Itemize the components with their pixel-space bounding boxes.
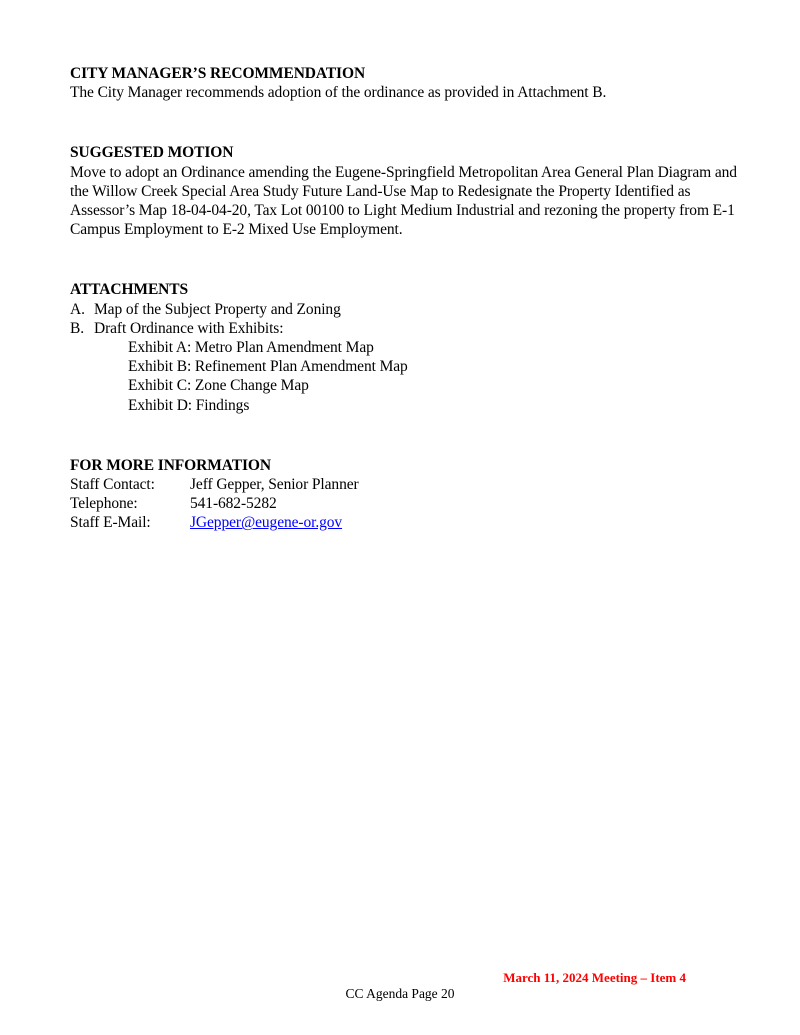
attachment-item-marker: B. — [70, 319, 85, 337]
staff-contact-label: Staff Contact: — [70, 476, 155, 494]
exhibit-item: Exhibit A: Metro Plan Amendment Map — [128, 339, 374, 357]
attachment-item-text: Map of the Subject Property and Zoning — [94, 300, 341, 318]
attachment-item-a — [70, 300, 738, 319]
staff-email-label: Staff E-Mail: — [70, 514, 151, 532]
attachment-item-b — [70, 319, 738, 338]
section-for-more-information — [70, 456, 738, 533]
footer-page-number: CC Agenda Page 20 — [345, 986, 455, 1001]
staff-email-link[interactable]: JGepper@eugene-or.gov — [190, 514, 343, 532]
telephone-value: 541-682-5282 — [190, 495, 277, 513]
section-suggested-motion — [70, 143, 738, 239]
section-attachments — [70, 280, 738, 414]
attachment-item-marker: A. — [70, 300, 85, 318]
suggested-motion-body: Move to adopt an Ordinance amending the Eugene-Springfield Metropolitan Area General Plan Diagram and the Willow Creek Special Area Study Future Land-Use Map to Redesignate the Property Identified as Assessor’s Map 18-04-04-20, Tax Lot 00100 to Light Medium Industrial and rezoning the property from E-1 Campus Employment to E-2 Mixed Use Employment. — [70, 163, 737, 239]
exhibit-item: Exhibit B: Refinement Plan Amendment Map — [128, 358, 408, 376]
recommendation-body: The City Manager recommends adoption of the ordinance as provided in Attachment B. — [70, 84, 607, 102]
exhibit-list — [70, 338, 738, 415]
attachments-heading: ATTACHMENTS — [70, 281, 189, 299]
telephone-row — [70, 494, 738, 513]
staff-contact-value: Jeff Gepper, Senior Planner — [190, 476, 359, 494]
suggested-motion-heading: SUGGESTED MOTION — [70, 144, 234, 162]
section-city-manager-recommendation — [70, 64, 738, 102]
attachment-item-text: Draft Ordinance with Exhibits: — [94, 319, 284, 337]
staff-email-row — [70, 513, 738, 532]
exhibit-item: Exhibit D: Findings — [128, 396, 250, 414]
document-content — [70, 64, 738, 574]
recommendation-heading: CITY MANAGER’S RECOMMENDATION — [70, 65, 366, 82]
footer-meeting-item-label: March 11, 2024 Meeting – Item 4 — [503, 970, 686, 985]
more-info-heading: FOR MORE INFORMATION — [70, 456, 271, 474]
exhibit-item: Exhibit C: Zone Change Map — [128, 377, 309, 395]
staff-contact-row — [70, 475, 738, 494]
telephone-label: Telephone: — [70, 495, 138, 513]
